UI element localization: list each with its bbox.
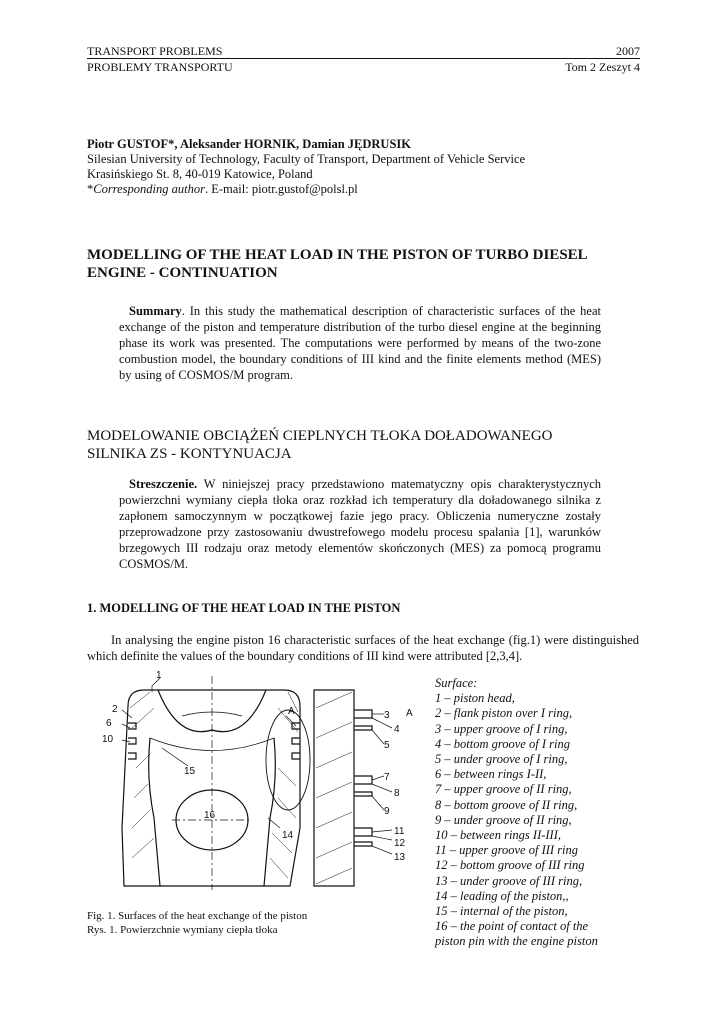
journal-volume: Tom 2 Zeszyt 4 [565, 60, 640, 74]
fig-label-4: 4 [394, 724, 400, 735]
authors-block [87, 137, 640, 197]
legend-title: Surface: [435, 676, 478, 690]
inner-wall-left [149, 738, 160, 886]
fig-label-8: 8 [394, 788, 400, 799]
fig-label-12: 12 [394, 838, 406, 849]
piston-figure [92, 668, 422, 893]
fig-label-1: 1 [156, 670, 162, 681]
author-names: Piotr GUSTOF*, Aleksander HORNIK, Damian JĘDRUSIK [87, 137, 411, 151]
journal-year: 2007 [616, 44, 640, 58]
piston-outline [122, 690, 300, 886]
caption-pl: Rys. 1. Powierzchnie wymiany ciepła tłoka [87, 924, 278, 936]
legend-item: 1 – piston head, [435, 691, 515, 706]
ring-grooves-right [292, 723, 300, 759]
corresponding-author: *Corresponding author. E-mail: piotr.gustof@polsl.pl [87, 182, 358, 196]
fig-label-2: 2 [112, 704, 118, 715]
legend-item: 12 – bottom groove of III ring [435, 858, 585, 873]
fig-label-16: 16 [204, 810, 216, 821]
legend-item: 7 – upper groove of II ring, [435, 782, 572, 797]
legend-item: 9 – under groove of II ring, [435, 812, 572, 827]
streszczenie-paragraph: Streszczenie. W niniejszej pracy przedstawiono matematyczny opis charakterystycznych powierzchni wymiany ciepła tłoka oraz rozkład ich temperatury dla doładowanego silnika z zapłonem samoczynnym w początkowej fazie jego pracy. Obliczenia numeryczne zostały przeprowadzone przy zastosowaniu dwustrefowego modelu procesu spalania [1], warunków brzegowych III rodzaju oraz metody elementów skończonych (MES) za pomocą programu COSMOS/M. [119, 477, 601, 571]
fig-label-7: 7 [384, 772, 390, 783]
legend-item: 13 – under groove of III ring, [435, 873, 583, 888]
detail-groove-2 [354, 776, 372, 796]
fig-label-13: 13 [394, 852, 406, 863]
legend-item: 8 – bottom groove of II ring, [435, 797, 578, 812]
detail-section [314, 690, 354, 886]
legend-item: 5 – under groove of I ring, [435, 752, 568, 767]
address: Krasińskiego St. 8, 40-019 Katowice, Poland [87, 167, 313, 181]
journal-name-pl: PROBLEMY TRANSPORTU [87, 60, 233, 74]
summary-paragraph: Summary. In this study the mathematical description of characteristic surfaces of the heat exchange of the piston and temperature distribution of the turbo diesel engine at the beginning phase its work was presented. The computations were performed by means of the two-zone combustion model, the boundary conditions of III kind and the finite elements method (MES) by using of COSMOS/M program. [119, 304, 601, 382]
section-paragraph: In analysing the engine piston 16 characteristic surfaces of the heat exchange (fig.1) were distinguished which definite the values of the boundary conditions of III kind were attributed [2,3,4]. [87, 633, 639, 663]
fig-label-a-right: A [406, 708, 413, 719]
detail-circle-a [266, 710, 310, 810]
surface-legend [435, 676, 635, 950]
legend-item: 11 – upper groove of III ring [435, 843, 579, 858]
fig-label-15: 15 [184, 766, 196, 777]
paper-title-en: MODELLING OF THE HEAT LOAD IN THE PISTON OF TURBO DIESEL ENGINE - CONTINUATION [87, 247, 588, 281]
section-heading: 1. MODELLING OF THE HEAT LOAD IN THE PISTON [87, 601, 401, 615]
corresponding-email: . E-mail: piotr.gustof@polsl.pl [204, 182, 358, 196]
legend-item: 14 – leading of the piston,, [435, 888, 569, 903]
legend-item: 16 – the point of contact of the [435, 919, 589, 934]
streszczenie-label: Streszczenie. [129, 477, 198, 491]
fig-label-11: 11 [394, 826, 405, 837]
fig-label-9: 9 [384, 806, 390, 817]
summary-label: Summary [129, 304, 182, 318]
detail-groove-3 [354, 828, 372, 846]
corresponding-label: Corresponding author [93, 182, 205, 196]
paper-title-pl: MODELOWANIE OBCIĄŻEŃ CIEPLNYCH TŁOKA DOŁADOWANEGO SILNIKA ZS - KONTYNUACJA [87, 428, 553, 462]
fig-label-a-left: A [288, 706, 295, 717]
legend-item: 3 – upper groove of I ring, [435, 721, 568, 736]
affiliation: Silesian University of Technology, Faculty of Transport, Department of Vehicle Service [87, 152, 526, 166]
legend-item: 6 – between rings I-II, [435, 767, 547, 782]
legend-item: 2 – flank piston over I ring, [435, 706, 573, 721]
journal-name-en: TRANSPORT PROBLEMS [87, 44, 223, 58]
caption-en: Fig. 1. Surfaces of the heat exchange of the piston [87, 910, 308, 922]
fig-label-10: 10 [102, 734, 114, 745]
legend-item: 4 – bottom groove of I ring [435, 736, 570, 751]
fig-label-3: 3 [384, 710, 390, 721]
detail-groove-1 [354, 710, 372, 730]
legend-item: 15 – internal of the piston, [435, 904, 568, 919]
header-rule [87, 58, 640, 59]
ring-grooves-left [128, 723, 136, 759]
fig-label-5: 5 [384, 740, 390, 751]
figure-caption [87, 909, 307, 937]
legend-item: piston pin with the engine piston [435, 934, 598, 949]
fig-label-6: 6 [106, 718, 112, 729]
legend-item: 10 – between rings II-III, [435, 828, 562, 843]
fig-label-14: 14 [282, 830, 294, 841]
